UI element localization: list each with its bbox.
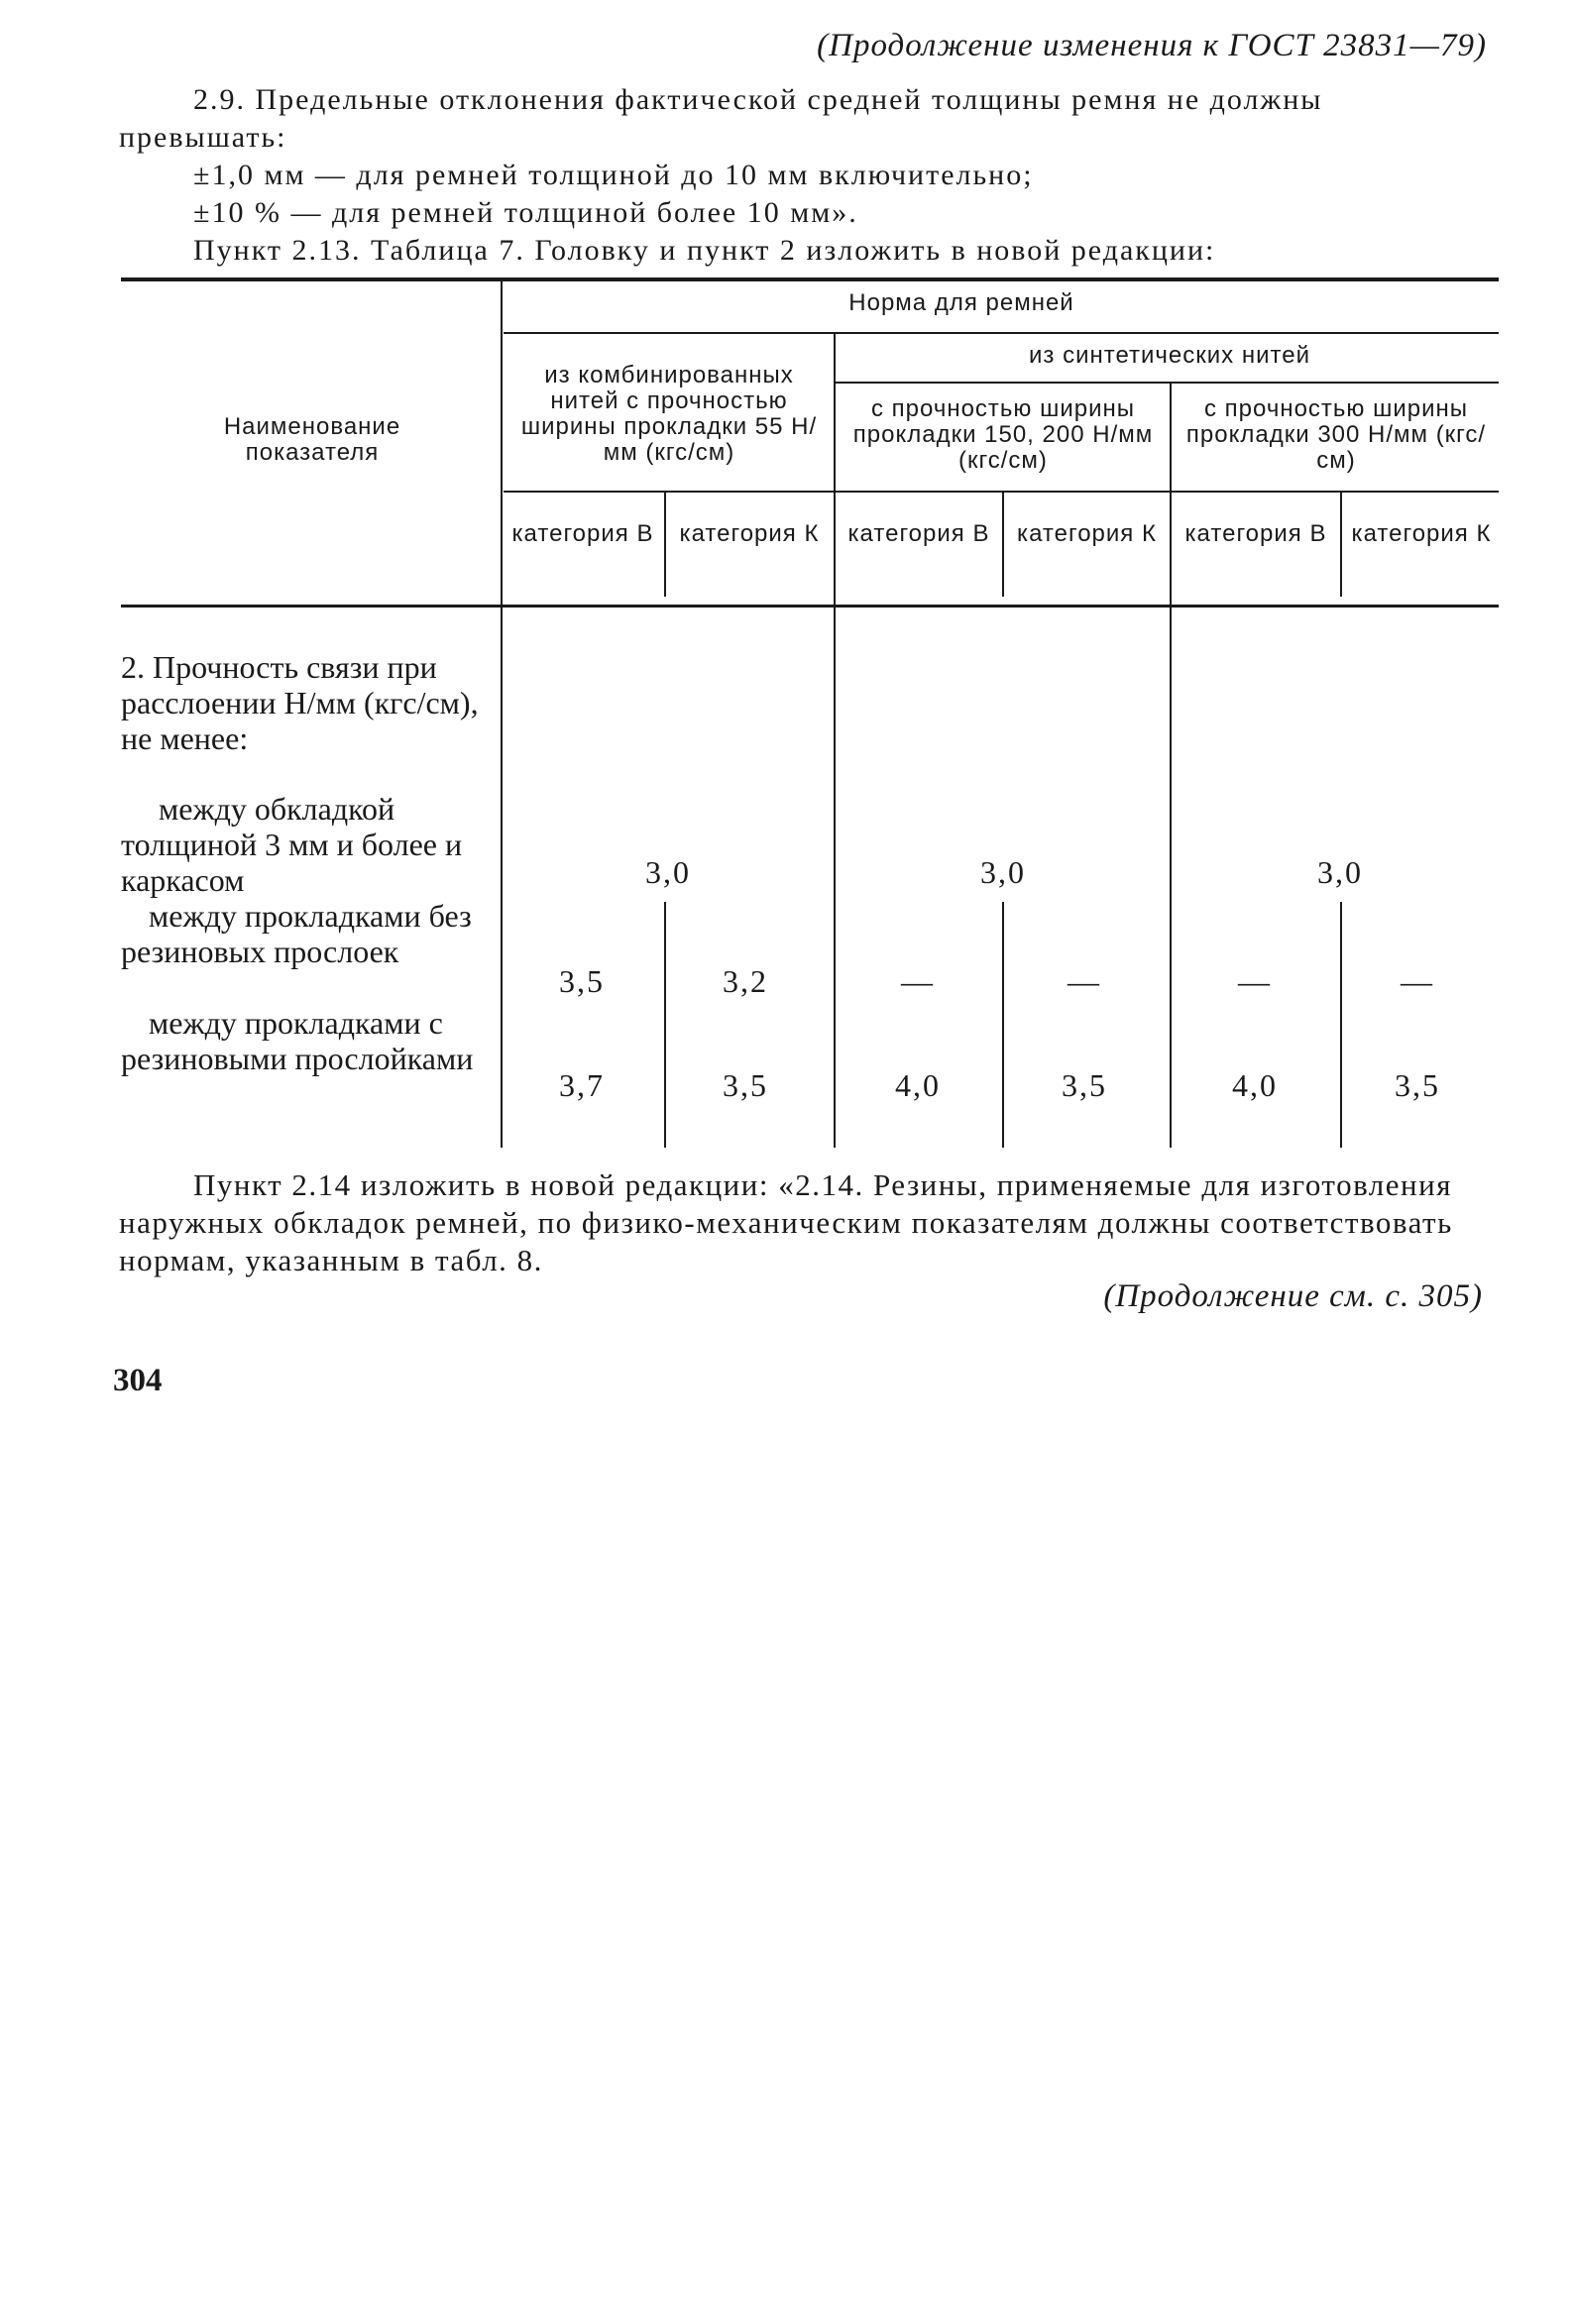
body-subline-2 <box>1002 902 1004 1148</box>
body-vline-3 <box>1170 608 1172 1148</box>
page-number: 304 <box>113 1363 163 1398</box>
continuation-footer: (Продолжение см. с. 305) <box>1103 1278 1483 1314</box>
r3-c3: 4,0 <box>895 1067 941 1103</box>
r3-c6: 3,5 <box>1395 1067 1440 1103</box>
r3-c4: 3,5 <box>1062 1067 1107 1103</box>
r2-c4: — <box>1068 963 1101 999</box>
r3-c1: 3,7 <box>559 1067 605 1103</box>
paragraph-2-14: Пункт 2.14 изложить в новой редакции: «2.14. Резины, применяемые для изготовления наружных обкладок ремней, по физико-механическим показателям должны соответствовать нормам, указанным в табл. 8. <box>119 1167 1453 1277</box>
synthetic-header: из синтетических нитей <box>1029 342 1310 369</box>
paragraph-2-13: Пункт 2.13. Таблица 7. Головку и пункт 2 изложить в новой редакции: <box>193 234 1216 267</box>
row-2-label: между прокладками без резиновых прослоек <box>121 898 472 969</box>
r2-c6: — <box>1401 963 1434 999</box>
r3-c5: 4,0 <box>1232 1067 1278 1103</box>
col-name-header: Наименование показателя <box>223 413 401 466</box>
r2-c3: — <box>901 963 935 999</box>
vline-cat-2 <box>1002 493 1004 597</box>
body-vline-2 <box>834 608 836 1148</box>
row-title: 2. Прочность связи при расслоении Н/мм (кгс/см), не менее: <box>121 649 479 756</box>
rule-norm <box>504 332 1499 334</box>
r2-c1: 3,5 <box>559 963 605 999</box>
row-1-label: между обкладкой толщиной 3 мм и более и каркасом <box>121 791 463 898</box>
vline-name-col <box>501 279 503 607</box>
r2-c2: 3,2 <box>723 963 768 999</box>
vline-cat-3 <box>1340 493 1342 597</box>
body-subline-3 <box>1340 902 1342 1148</box>
rule-synthetic <box>836 382 1499 384</box>
cat-k-2: категория К <box>1017 520 1157 547</box>
r1-syn150: 3,0 <box>980 854 1026 890</box>
tolerance-line-1: ±1,0 мм — для ремней толщиной до 10 мм включительно; <box>193 159 1034 191</box>
cat-k-1: категория К <box>679 520 820 547</box>
row-3-label: между прокладками с резиновыми прослойками <box>121 1005 474 1076</box>
vline-combined <box>834 333 836 607</box>
paragraph-2-9: 2.9. Предельные отклонения фактической средней толщины ремня не должны превышать: <box>119 83 1323 154</box>
combined-header: из комбинированных нитей с прочностью ширины прокладки 55 Н/мм (кгс/см) <box>520 362 818 466</box>
cat-k-3: категория К <box>1351 520 1492 547</box>
vline-cat-1 <box>664 493 666 597</box>
cat-b-3: категория В <box>1184 520 1327 547</box>
tolerance-line-2: ±10 % — для ремней толщиной более 10 мм». <box>193 196 858 229</box>
table-top-rule <box>121 277 1499 281</box>
cat-b-1: категория В <box>511 520 654 547</box>
body-subline-1 <box>664 902 666 1148</box>
syn150-header: с прочностью ширины прокладки 150, 200 Н/мм (кгс/см) <box>852 395 1154 474</box>
r3-c2: 3,5 <box>723 1067 768 1103</box>
norm-header: Норма для ремней <box>848 289 1074 316</box>
r1-syn300: 3,0 <box>1317 854 1363 890</box>
r2-c5: — <box>1238 963 1272 999</box>
cat-b-2: категория В <box>847 520 990 547</box>
rule-subheaders <box>504 491 1499 493</box>
rule-header-bottom <box>121 605 1499 608</box>
syn300-header: с прочностью ширины прокладки 300 Н/мм (кгс/см) <box>1185 395 1487 474</box>
vline-syn <box>1170 383 1172 607</box>
r1-combined: 3,0 <box>645 854 691 890</box>
continuation-header: (Продолжение изменения к ГОСТ 23831—79) <box>817 28 1487 63</box>
